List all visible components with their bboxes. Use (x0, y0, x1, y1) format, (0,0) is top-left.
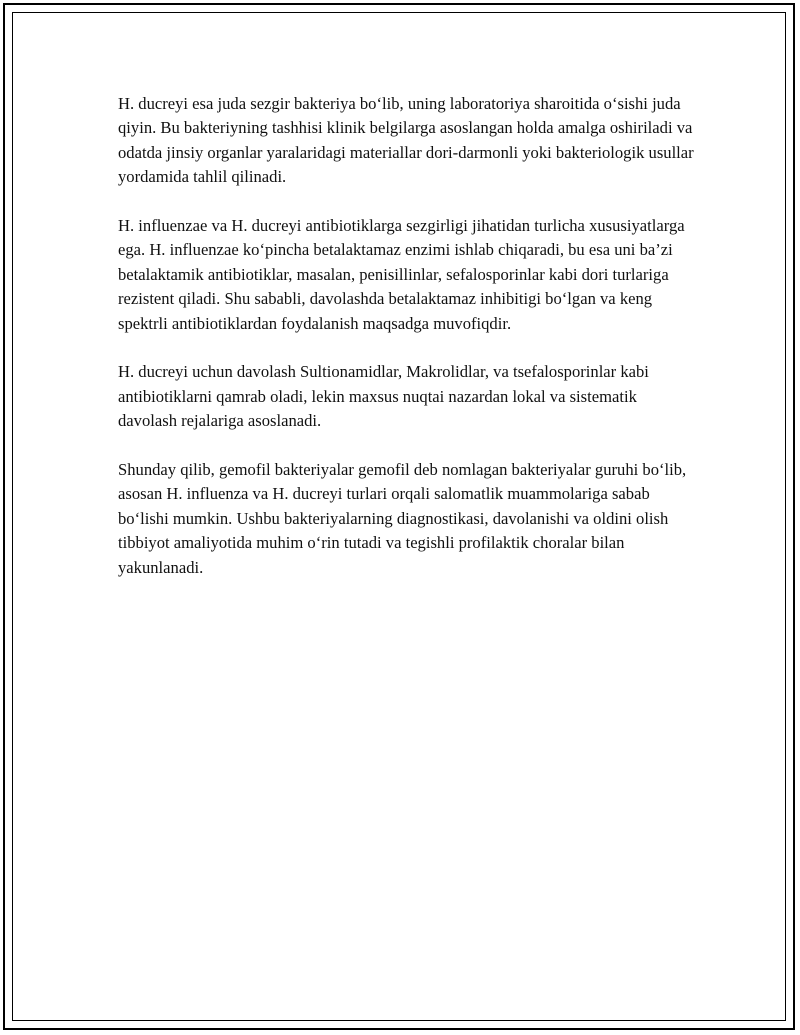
paragraph-4: Shunday qilib, gemofil bakteriyalar gemofil deb nomlagan bakteriyalar guruhi bo‘lib, asosan H. influenza va H. ducreyi turlari orqali salomatlik muammolariga sabab bo‘lishi mumkin. Ushbu bakteriyalarning diagnostikasi, davolanishi va oldini olish tibbiyot amaliyotida muhim o‘rin tutadi va tegishli profilaktik choralar bilan yakunlanadi. (118, 460, 687, 577)
paragraph-3: H. ducreyi uchun davolash Sultionamidlar, Makrolidlar, va tsefalosporinlar kabi antibiotiklarni qamrab oladi, lekin maxsus nuqtai nazardan lokal va sistematik davolash rejalariga asoslanadi. (118, 362, 649, 431)
paragraph-1: H. ducreyi esa juda sezgir bakteriya bo‘lib, uning laboratoriya sharoitida o‘sishi juda qiyin. Bu bakteriyning tashhisi klinik belgilarga asoslangan holda amalga oshiriladi va odatda jinsiy organlar yaralaridagi materiallar dori-darmonli yoki bakteriologik usullar yordamida tahlil qilinadi. (118, 94, 694, 187)
document-body (118, 92, 698, 604)
paragraph-2: H. influenzae va H. ducreyi antibiotiklarga sezgirligi jihatidan turlicha xususiyatlarga ega. H. influenzae ko‘pincha betalaktamaz enzimi ishlab chiqaradi, bu esa uni ba’zi betalaktamik antibiotiklar, masalan, penisillinlar, sefalosporinlar kabi dori turlariga rezistent qiladi. Shu sababli, davolashda betalaktamaz inhibitigi bo‘lgan va keng spektrli antibiotiklardan foydalanish maqsadga muvofiqdir. (118, 216, 685, 333)
